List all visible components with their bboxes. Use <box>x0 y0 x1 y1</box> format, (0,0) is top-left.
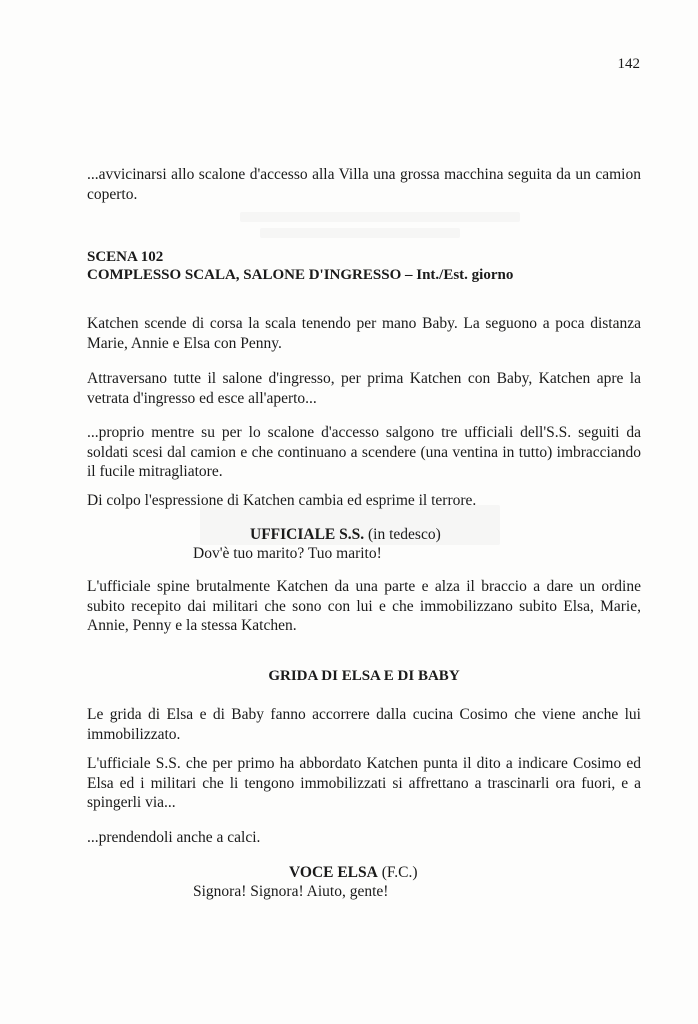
paragraph-intro: ...avvicinarsi allo scalone d'accesso alla Villa una grossa macchina seguita da un camion coperto. <box>87 166 641 203</box>
dialogue-line-1: Dov'è tuo marito? Tuo marito! <box>193 545 382 562</box>
paragraph-5: L'ufficiale spine brutalmente Katchen da una parte e alza il braccio a dare un ordine subito recepito dai militari che sono con lui e che immobilizzano subito Elsa, Marie, Annie, Penny e la stessa Katchen. <box>87 578 641 634</box>
bleed-through-mark <box>260 228 460 238</box>
speaker-note: (F.C.) <box>381 864 418 881</box>
paragraph-4: Di colpo l'espressione di Katchen cambia ed esprime il terrore. <box>87 492 477 509</box>
bleed-through-mark <box>240 212 520 222</box>
center-heading: GRIDA DI ELSA E DI BABY <box>268 668 460 684</box>
paragraph-2: Attraversano tutte il salone d'ingresso, per prima Katchen con Baby, Katchen apre la vetrata d'ingresso ed esce all'aperto... <box>87 370 641 407</box>
dialogue-speaker-2 <box>289 863 418 882</box>
speaker-note: (in tedesco) <box>368 526 441 543</box>
speaker-name: VOCE ELSA <box>289 864 378 881</box>
paragraph-7: L'ufficiale S.S. che per primo ha abbordato Katchen punta il dito a indicare Cosimo ed Elsa ed i militari che li tengono immobilizzati si affrettano a trascinarli ora fuori, e a spingerli via... <box>87 755 641 811</box>
dialogue-speaker-1 <box>250 525 441 544</box>
paragraph-8: ...prendendoli anche a calci. <box>87 829 261 846</box>
paragraph-6: Le grida di Elsa e di Baby fanno accorrere dalla cucina Cosimo che viene anche lui immobilizzato. <box>87 706 641 743</box>
dialogue-line-2: Signora! Signora! Aiuto, gente! <box>193 883 389 900</box>
paragraph-3: ...proprio mentre su per lo scalone d'accesso salgono tre ufficiali dell'S.S. seguiti da soldati scesi dal camion e che continuano a scendere (una ventina in tutto) imbracciando il fucile mitragliatore. <box>87 424 641 480</box>
scene-number: SCENA 102 <box>87 249 164 265</box>
speaker-name: UFFICIALE S.S. <box>250 526 365 543</box>
scene-title: COMPLESSO SCALA, SALONE D'INGRESSO – Int./Est. giorno <box>87 267 514 283</box>
page-number: 142 <box>617 56 640 72</box>
paragraph-1: Katchen scende di corsa la scala tenendo per mano Baby. La seguono a poca distanza Marie, Annie e Elsa con Penny. <box>87 315 641 352</box>
